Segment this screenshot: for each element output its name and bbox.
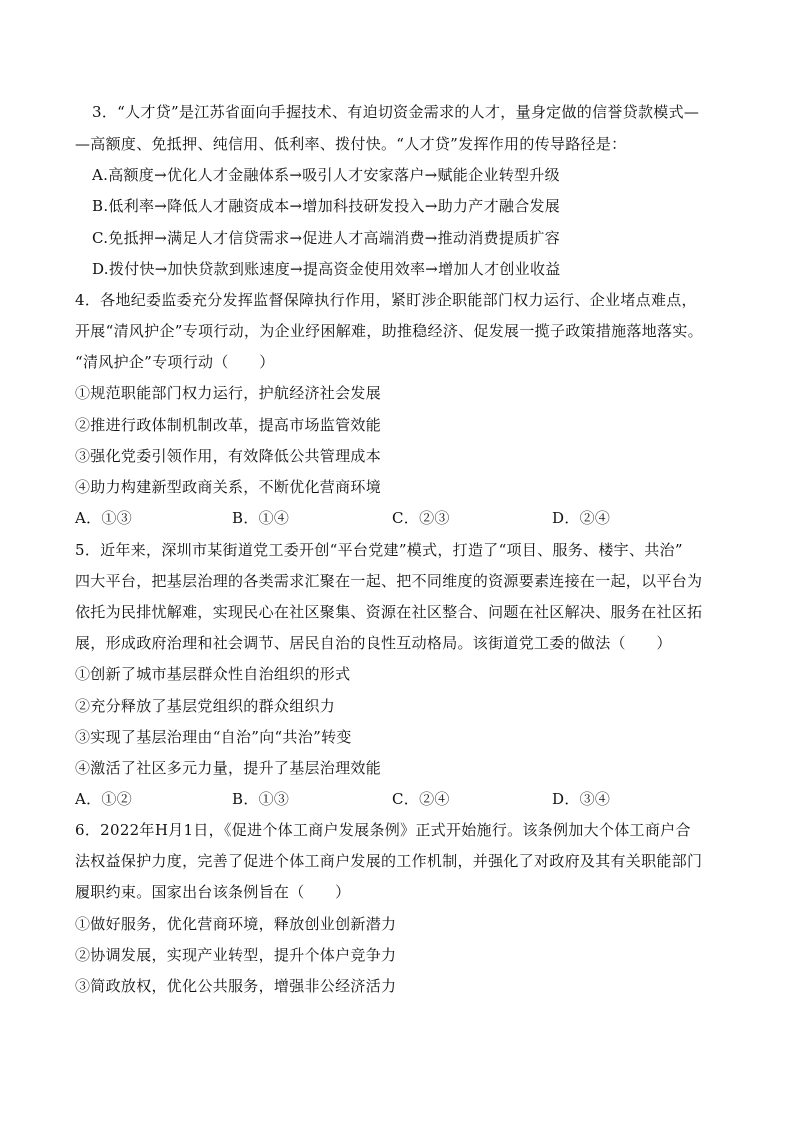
q4-item-1: ①规范职能部门权力运行，护航经济社会发展 [75, 384, 382, 402]
q4-item-2: ②推进行政体制机制改革，提高市场监管效能 [75, 416, 382, 434]
q5-answer-b: B．①③ [232, 790, 290, 808]
q4-item-4: ④助力构建新型政商关系，不断优化营商环境 [75, 478, 382, 496]
q6-item-3: ③简政放权，优化公共服务，增强非公经济活力 [75, 977, 397, 995]
q5-item-3: ③实现了基层治理由“自治”向“共治”转变 [75, 728, 352, 746]
q4-stem-line-3: “清风护企”专项行动（ ） [75, 353, 275, 371]
q3-option-d: D.拨付快→加快贷款到账速度→提高资金使用效率→增加人才创业收益 [92, 260, 561, 278]
q5-answer-d: D．③④ [552, 790, 611, 808]
q3-option-c: C.免抵押→满足人才信贷需求→促进人才高端消费→推动消费提质扩容 [92, 229, 561, 247]
q4-answer-a: A．①③ [75, 509, 133, 527]
q3-stem-line-1: 3．“人才贷”是江苏省面向手握技术、有迫切资金需求的人才，量身定做的信誉贷款模式— [92, 103, 700, 121]
q6-stem-line-1: 6．2022年H月1日，《促进个体工商户发展条例》正式开始施行。该条例加大个体工商户合 [75, 821, 691, 839]
q5-item-1: ①创新了城市基层群众性自治组织的形式 [75, 665, 351, 683]
q5-stem-line-3: 依托为民排忧解难，实现民心在社区聚集、资源在社区整合、问题在社区解决、服务在社区拓 [75, 603, 703, 621]
q6-stem-line-3: 履职约束。国家出台该条例旨在（ ） [75, 883, 351, 901]
q5-stem-line-4: 展，形成政府治理和社会调节、居民自治的良性互动格局。该街道党工委的做法（ ） [75, 634, 672, 652]
q4-stem-line-2: 开展“清风护企”专项行动，为企业纾困解难，助推稳经济、促发展一揽子政策措施落地落实。 [75, 322, 703, 340]
q4-answer-b: B．①④ [232, 509, 290, 527]
q6-item-1: ①做好服务，优化营商环境，释放创业创新潜力 [75, 915, 397, 933]
q4-item-3: ③强化党委引领作用，有效降低公共管理成本 [75, 447, 382, 465]
q5-item-4: ④激活了社区多元力量，提升了基层治理效能 [75, 759, 382, 777]
q4-stem-line-1: 4．各地纪委监委充分发挥监督保障执行作用，紧盯涉企职能部门权力运行、企业堵点难点， [75, 291, 697, 309]
q6-stem-line-2: 法权益保护力度，完善了促进个体工商户发展的工作机制，并强化了对政府及其有关职能部门 [75, 852, 703, 870]
q4-answer-d: D．②④ [552, 509, 611, 527]
q4-answer-c: C．②③ [392, 509, 450, 527]
q5-stem-line-2: 四大平台，把基层治理的各类需求汇聚在一起、把不同维度的资源要素连接在一起，以平台为 [75, 572, 703, 590]
q5-answer-c: C．②④ [392, 790, 450, 808]
q3-option-b: B.低利率→降低人才融资成本→增加科技研发投入→助力产才融合发展 [92, 197, 561, 215]
q3-option-a: A.高额度→优化人才金融体系→吸引人才安家落户→赋能企业转型升级 [92, 166, 560, 184]
q5-stem-line-1: 5．近年来，深圳市某街道党工委开创“平台党建”模式，打造了“项目、服务、楼宇、共治” [75, 541, 683, 559]
q5-answer-a: A．①② [75, 790, 133, 808]
q6-item-2: ②协调发展，实现产业转型，提升个体户竞争力 [75, 946, 397, 964]
q5-item-2: ②充分释放了基层党组织的群众组织力 [75, 697, 336, 715]
q3-stem-line-2: —高额度、免抵押、纯信用、低利率、拨付快。“人才贷”发挥作用的传导路径是： [75, 135, 627, 153]
